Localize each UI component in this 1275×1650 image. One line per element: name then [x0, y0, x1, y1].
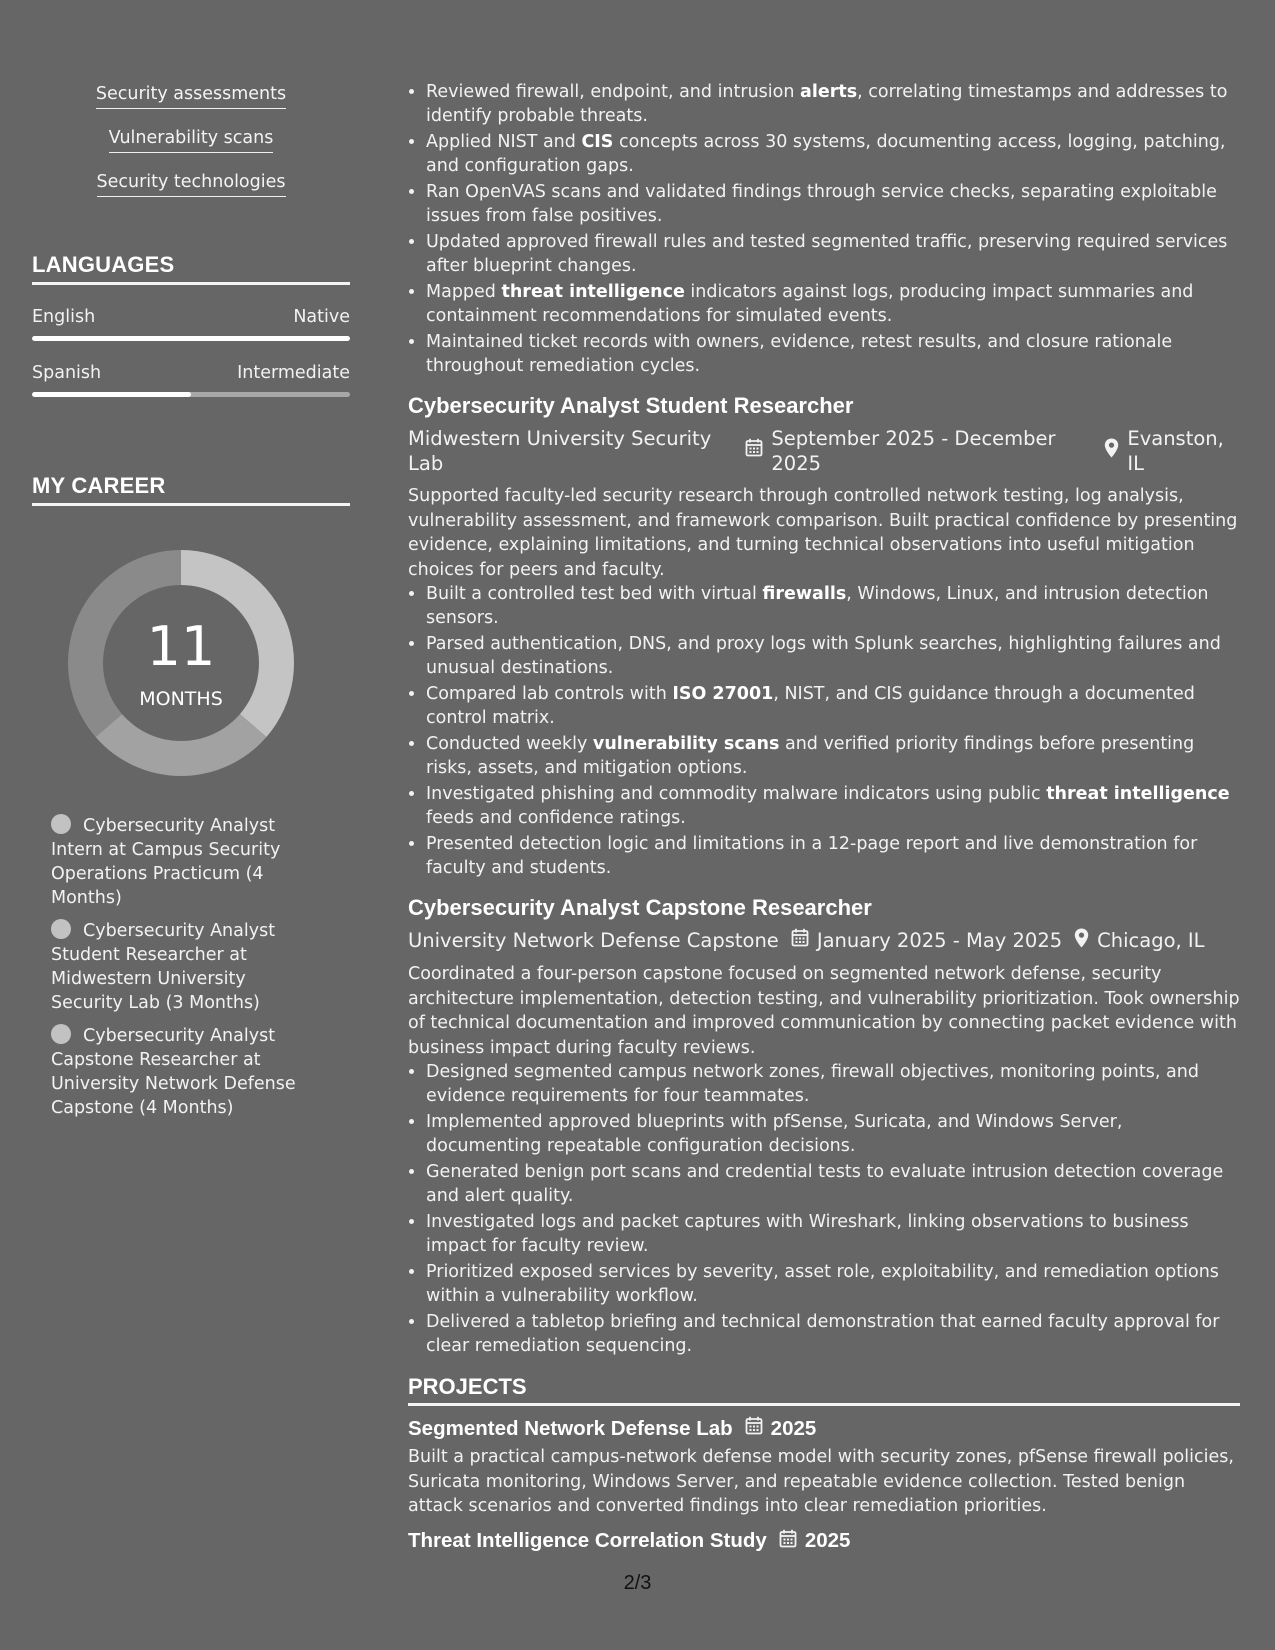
main-content: [408, 80, 1240, 1554]
career-item: [51, 1024, 321, 1120]
projects-heading: PROJECTS: [408, 1374, 1240, 1406]
language-entry: [32, 307, 350, 341]
job-company: University Network Defense Capstone: [408, 929, 779, 953]
job-dates: September 2025 - December 2025: [771, 426, 1056, 475]
project-entry: [408, 1529, 1240, 1554]
career-item: [51, 814, 321, 910]
job-description: Supported faculty-led security research through controlled network testing, log analysis, vulnerability assessment, and framework comparison. Built practical confidence by presenting evidence, explaining limitations, and turning technical observations into useful mitigation choices for peers and faculty.: [408, 486, 1238, 580]
job-description: Coordinated a four-person capstone focused on segmented network defense, security architecture implementation, detection testing, and vulnerability prioritization. Took ownership of technical documentation and improved communication by connecting packet evidence with business impact during faculty reviews.: [408, 964, 1240, 1058]
career-item-text: Cybersecurity Analyst Student Researcher at Midwestern University Security Lab (3 Months): [51, 921, 276, 1013]
bullet-dot-icon: [51, 919, 71, 939]
bullet-item: • Compared lab controls with ISO 27001, NIST, and CIS guidance through a documented control matrix.: [426, 682, 1240, 730]
job-location: Evanston, IL: [1127, 426, 1224, 475]
project-title: Segmented Network Defense Lab: [408, 1416, 733, 1440]
career-heading: MY CAREER: [32, 473, 350, 506]
bullet-item: • Maintained ticket records with owners, evidence, retest results, and closure rationale throughout remediation cycles.: [426, 330, 1240, 378]
career-list: [32, 814, 321, 1120]
location-pin-icon: [1104, 438, 1119, 464]
bullet-item: • Prioritized exposed services by severity, asset role, exploitability, and remediation options within a vulnerability workflow.: [426, 1260, 1240, 1308]
intro-bullet-list: [408, 80, 1240, 378]
skill-tag: Security assessments: [96, 84, 286, 109]
bullet-dot-icon: [51, 1024, 71, 1044]
bullet-item: • Parsed authentication, DNS, and proxy logs with Splunk searches, highlighting failures and unusual destinations.: [426, 632, 1240, 680]
skill-list: [32, 84, 350, 216]
job-dates: January 2025 - May 2025: [816, 929, 1063, 953]
job-title: Cybersecurity Analyst Capstone Researcher: [408, 895, 872, 921]
language-name: English: [32, 307, 96, 327]
career-total-months: 11: [146, 615, 216, 678]
project-year: 2025: [770, 1416, 817, 1440]
bullet-item: • Applied NIST and CIS concepts across 30 systems, documenting access, logging, patching, and configuration gaps.: [426, 130, 1240, 178]
language-proficiency-bar: [32, 336, 350, 341]
career-total-unit: MONTHS: [139, 688, 223, 710]
job-entry: [408, 894, 1240, 1358]
bullet-item: • Built a controlled test bed with virtual firewalls, Windows, Linux, and intrusion detection sensors.: [426, 582, 1240, 630]
language-level: Intermediate: [237, 363, 350, 383]
bullet-item: • Designed segmented campus network zones, firewall objectives, monitoring points, and evidence requirements for four teammates.: [426, 1060, 1240, 1108]
bullet-item: • Presented detection logic and limitations in a 12-page report and live demonstration for faculty and students.: [426, 832, 1240, 880]
job-meta: [408, 426, 1240, 477]
bullet-item: • Investigated logs and packet captures with Wireshark, linking observations to business impact for faculty review.: [426, 1210, 1240, 1258]
job-company: Midwestern University Security Lab: [408, 426, 712, 475]
language-proficiency-fill: [32, 392, 191, 397]
bullet-item: • Generated benign port scans and credential tests to evaluate intrusion detection coverage and alert quality.: [426, 1160, 1240, 1208]
job-location: Chicago, IL: [1097, 929, 1205, 953]
career-item-text: Cybersecurity Analyst Capstone Researcher at University Network Defense Capstone (4 Months): [51, 1026, 296, 1118]
career-item: [51, 919, 321, 1015]
project-title: Threat Intelligence Correlation Study: [408, 1529, 767, 1553]
skill-tag: Security technologies: [97, 172, 286, 197]
languages-heading: LANGUAGES: [32, 252, 350, 285]
job-meta: [408, 928, 1240, 954]
calendar-icon: [745, 1416, 763, 1441]
language-level: Native: [293, 307, 350, 327]
language-entry: [32, 363, 350, 397]
page-number: 2/3: [623, 1572, 652, 1594]
calendar-icon: [745, 438, 763, 463]
project-year: 2025: [804, 1529, 851, 1553]
job-bullet-list: [408, 1060, 1240, 1358]
career-item-text: Cybersecurity Analyst Intern at Campus Security Operations Practicum (4 Months): [51, 816, 281, 908]
bullet-item: • Delivered a tabletop briefing and technical demonstration that earned faculty approval for clear remediation sequencing.: [426, 1310, 1240, 1358]
language-name: Spanish: [32, 363, 102, 383]
bullet-dot-icon: [51, 814, 71, 834]
bullet-item: • Reviewed firewall, endpoint, and intrusion alerts, correlating timestamps and addresses to identify probable threats.: [426, 80, 1240, 128]
bullet-item: • Implemented approved blueprints with pfSense, Suricata, and Windows Server, documenting repeatable configuration decisions.: [426, 1110, 1240, 1158]
sidebar: [32, 84, 350, 1129]
calendar-icon: [791, 928, 809, 953]
bullet-item: • Mapped threat intelligence indicators against logs, producing impact summaries and containment recommendations for simulated events.: [426, 280, 1240, 328]
job-bullet-list: [408, 582, 1240, 880]
calendar-icon: [779, 1529, 797, 1554]
language-proficiency-bar: [32, 392, 350, 397]
job-entry: [408, 392, 1240, 880]
bullet-item: • Updated approved firewall rules and tested segmented traffic, preserving required services after blueprint changes.: [426, 230, 1240, 278]
skill-tag: Vulnerability scans: [109, 128, 274, 153]
project-description: Built a practical campus-network defense model with security zones, pfSense firewall policies, Suricata monitoring, Windows Server, and repeatable evidence collection. Tested benign attack scenarios and converted findings into clear remediation priorities.: [408, 1447, 1234, 1517]
job-title: Cybersecurity Analyst Student Researcher: [408, 393, 854, 418]
career-donut-chart: [66, 548, 296, 778]
project-entry: [408, 1416, 1240, 1519]
language-proficiency-fill: [32, 336, 350, 341]
bullet-item: • Ran OpenVAS scans and validated findings through service checks, separating exploitable issues from false positives.: [426, 180, 1240, 228]
donut-segment: [96, 714, 267, 776]
location-pin-icon: [1074, 928, 1089, 954]
bullet-item: • Investigated phishing and commodity malware indicators using public threat intelligence feeds and confidence ratings.: [426, 782, 1240, 830]
bullet-item: • Conducted weekly vulnerability scans and verified priority findings before presenting risks, assets, and mitigation options.: [426, 732, 1240, 780]
